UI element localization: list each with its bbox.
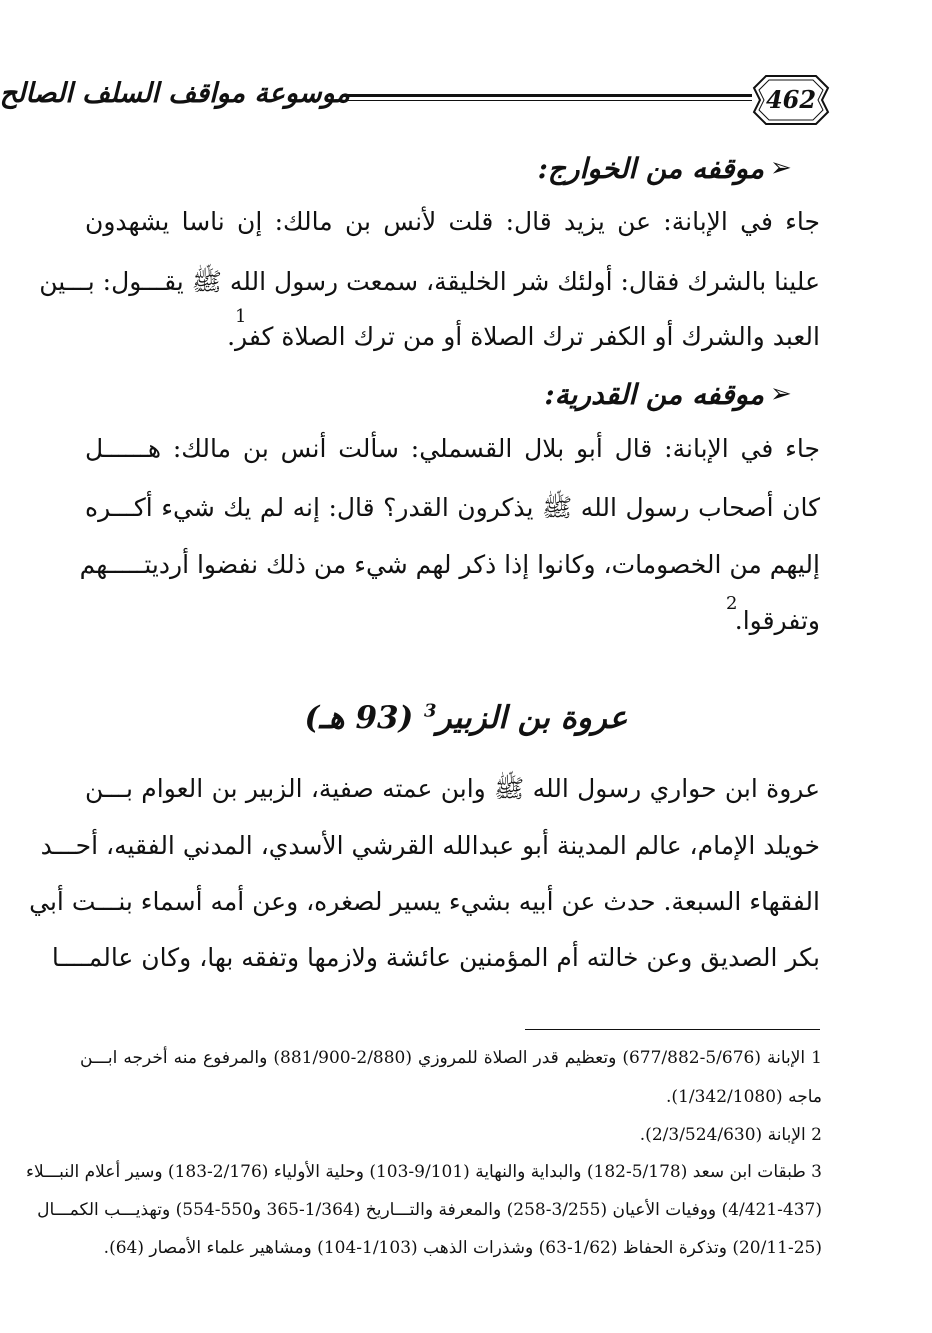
body-line: إليهم من الخصومات، وكانوا إذا ذكر لهم شيء من ذلك نفضوا أرديتـــــهم	[79, 550, 820, 579]
body-line: جاء في الإبانة: قال أبو بلال القسملي: سألت أنس بن مالك: هــــــل	[85, 434, 820, 463]
footnote-rule	[525, 1029, 820, 1030]
footnote-reference: 3	[424, 700, 437, 722]
bullet-arrow-icon: ➢	[770, 379, 792, 409]
footnote-reference: 1	[235, 306, 247, 327]
page-number: 462	[765, 85, 817, 114]
section-heading-qadariyya: موقفه من القدرية:	[544, 378, 764, 411]
biography-date: (93 هـ)	[304, 700, 414, 736]
footnote-line: 3 طبقات ابن سعد (5/178-182) والبداية والنهاية (9/101-103) وحلية الأولياء (2/176-183) وسير أعلام النبـــلاء	[25, 1162, 822, 1182]
body-line: كان أصحاب رسول الله ﷺ يذكرون القدر؟ قال: إنه لم يك شيء أكـــره	[85, 493, 820, 522]
biography-name: عروة بن الزبير	[436, 700, 628, 736]
footnote-line: (20/11-25) وتذكرة الحفاظ (1/62-63) وشذرات الذهب (1/103-104) ومشاهير علماء الأمصار (64).	[103, 1238, 822, 1258]
footnote-line: (4/421-437) ووفيات الأعيان (3/255-258) والمعرفة والتـــاريخ (1/364-365 و550-554) وتهذيـــب الكمـــال	[37, 1200, 822, 1220]
footnote-line: 2 الإبانة (2/3/524/630).	[639, 1125, 822, 1145]
body-line: بكر الصديق وعن خالته أم المؤمنين عائشة ولازمها وتفقه بها، وكان عالمــــا	[51, 943, 820, 972]
body-line: العبد والشرك أو الكفر ترك الصلاة أو من ترك الصلاة كفر.	[227, 322, 820, 351]
header-rule	[342, 94, 752, 101]
footnote-line: ماجه (1/342/1080).	[666, 1087, 822, 1107]
book-title: موسوعة مواقف السلف الصالح	[0, 78, 350, 109]
body-line: وتفرقوا.	[734, 606, 820, 635]
footnote-line: 1 الإبانة (5/676-677/882) وتعظيم قدر الصلاة للمروزي (2/880-881/900) والمرفوع منه أخرجه ابـــن	[80, 1048, 822, 1068]
body-line: علينا بالشرك فقال: أولئك شر الخليقة، سمعت رسول الله ﷺ يقـــول: بـــين	[39, 267, 820, 296]
body-line: الفقهاء السبعة. حدث عن أبيه بشيء يسير لصغره، وعن أمه أسماء بنـــت أبي	[29, 887, 820, 916]
section-heading-khawarij: موقفه من الخوارج:	[537, 152, 764, 185]
running-header	[0, 72, 830, 132]
body-line: خويلد الإمام، عالم المدينة أبو عبدالله القرشي الأسدي، المدني الفقيه، أحـــد	[40, 831, 820, 860]
biography-title	[0, 700, 932, 736]
page-number-badge	[752, 74, 830, 126]
bullet-arrow-icon: ➢	[770, 153, 792, 183]
footnote-reference: 2	[726, 593, 738, 614]
body-line: جاء في الإبانة: عن يزيد قال: قلت لأنس بن مالك: إن ناسا يشهدون	[85, 207, 820, 236]
body-line: عروة ابن حواري رسول الله ﷺ وابن عمته صفية، الزبير بن العوام بـــن	[85, 774, 820, 803]
